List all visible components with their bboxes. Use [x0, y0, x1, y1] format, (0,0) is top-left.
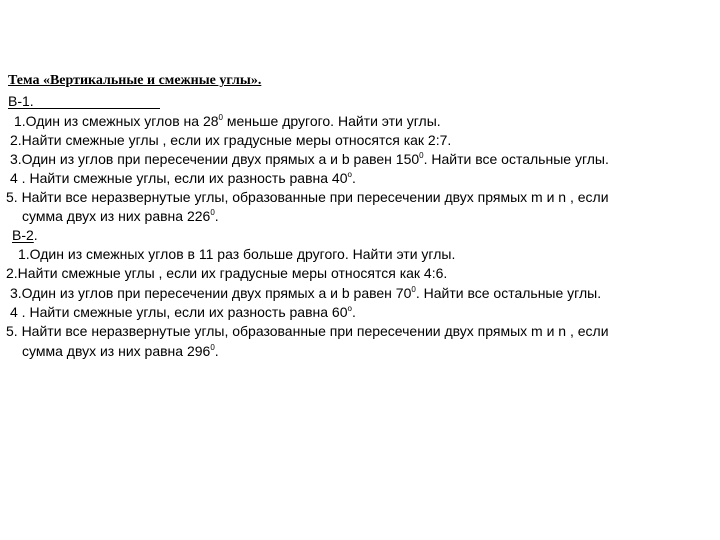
v1-task-1-tail: меньше другого. Найти эти углы.: [222, 113, 441, 129]
variant-1-heading: [8, 92, 160, 110]
v2-task-2-text: 2.Найти смежные углы , если их градусные меры относятся как 4:6.: [6, 265, 448, 281]
degree-mark: о: [347, 304, 352, 313]
degree-mark: 0: [210, 208, 215, 217]
variant-2-heading: [12, 226, 38, 244]
v1-task-1: [14, 112, 441, 130]
v1-task-4-tail: .: [351, 170, 356, 186]
degree-mark: 0: [411, 285, 416, 294]
v1-task-5: [6, 188, 609, 206]
v2-task-1: [18, 245, 455, 263]
v2-task-3-tail: . Найти все остальные углы.: [415, 285, 602, 301]
v1-task-3-text: 3.Один из углов при пересечении двух прямых a и b равен 150: [10, 151, 420, 167]
v1-task-5-continued: [22, 207, 219, 225]
v1-task-2-text: 2.Найти смежные углы , если их градусные меры относятся как 2:7.: [10, 132, 452, 148]
v2-task-5-continued: [22, 342, 219, 360]
variant-1-label: В-1.: [8, 94, 160, 109]
variant-2-label: В-2: [12, 227, 34, 243]
v1-task-1-text: 1.Один из смежных углов на 28: [14, 113, 219, 129]
v1-task-3-tail: . Найти все остальные углы.: [423, 151, 609, 167]
v2-task-5-cont-text: сумма двух из них равна 296: [22, 343, 211, 359]
v2-task-5: [6, 322, 609, 340]
v1-task-4: [10, 169, 356, 187]
page-title: Тема «Вертикальные и смежные углы».: [8, 73, 262, 88]
v2-task-1-text: 1.Один из смежных углов в 11 раз больше другого. Найти эти углы.: [18, 246, 456, 262]
v2-task-4-tail: .: [351, 304, 356, 320]
v2-task-4: [10, 303, 356, 321]
v1-task-3: [10, 150, 609, 168]
v2-task-4-text: 4 . Найти смежные углы, если их разность равна 60: [10, 304, 348, 320]
degree-mark: 0: [210, 343, 215, 352]
degree-mark: 0: [419, 151, 424, 160]
v2-task-5-text: 5. Найти все неразвернутые углы, образованные при пересечении двух прямых m и n , если: [6, 323, 609, 339]
degree-mark: о: [347, 170, 352, 179]
v2-task-3-text: 3.Один из углов при пересечении двух прямых a и b равен 70: [10, 285, 412, 301]
v1-task-4-text: 4 . Найти смежные углы, если их разность равна 40: [10, 170, 348, 186]
v2-task-3: [10, 284, 601, 302]
v2-task-2: [6, 264, 447, 282]
v1-task-5-cont-text: сумма двух из них равна 226: [22, 208, 211, 224]
variant-2-label-tail: .: [33, 227, 38, 243]
v2-task-5-cont-tail: .: [214, 343, 219, 359]
v1-task-2: [10, 131, 451, 149]
v1-task-5-cont-tail: .: [214, 208, 219, 224]
degree-mark: 0: [218, 113, 223, 122]
v1-task-5-text: 5. Найти все неразвернутые углы, образованные при пересечении двух прямых m и n , если: [6, 189, 609, 205]
